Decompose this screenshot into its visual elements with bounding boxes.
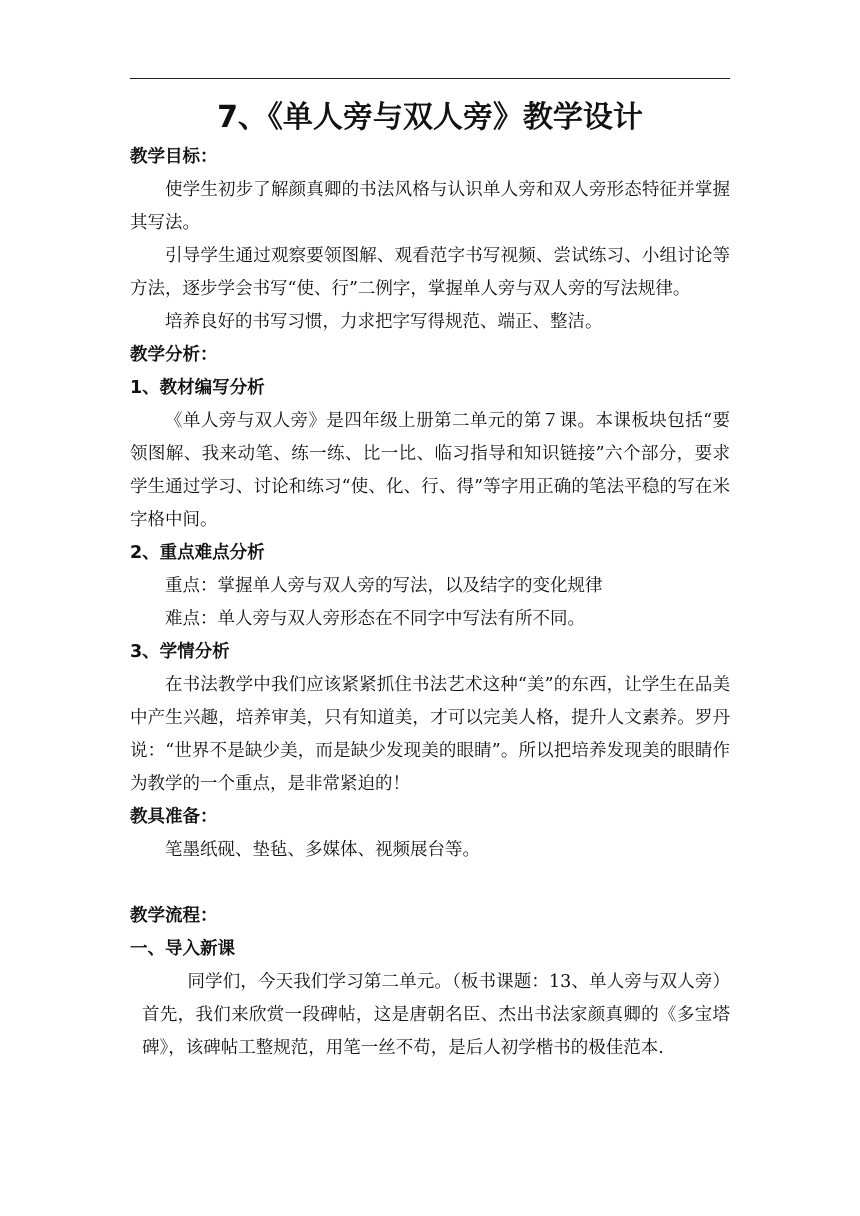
- key-point-text: 重点：掌握单人旁与双人旁的写法，以及结字的变化规律: [165, 576, 603, 596]
- subsection-heading: 2、重点难点分析: [130, 543, 265, 563]
- textbook-analysis-paragraph: 《单人旁与双人旁》是四年级上册第二单元的第７课。本课板块包括“要领图解、我来动笔、练一练、比一比、临习指导和知识链接”六个部分，要求学生通过学习、讨论和练习“使、化、行、得”等字用正确的笔法平稳的写在米字格中间。: [130, 411, 730, 530]
- goals-heading: 教学目标：: [130, 147, 218, 167]
- goal-paragraph: 使学生初步了解颜真卿的书法风格与认识单人旁和双人旁形态特征并掌握其写法。: [130, 180, 730, 233]
- document-title: 7、《单人旁与双人旁》教学设计: [217, 100, 643, 135]
- header-rule: [130, 78, 730, 79]
- goal-paragraph: 培养良好的书写习惯，力求把字写得规范、端正、整洁。: [165, 312, 603, 332]
- difficulty-text: 难点：单人旁与双人旁形态在不同字中写法有所不同。: [165, 609, 585, 629]
- step-heading: 一、导入新课: [130, 939, 235, 959]
- step-paragraph: 同学们，今天我们学习第二单元。（板书课题：13、单人旁与双人旁）首先，我们来欣赏一段碑帖，这是唐朝名臣、杰出书法家颜真卿的《多宝塔碑》，该碑帖工整规范，用笔一丝不苟，是后人初学楷书的极佳范本.: [142, 972, 730, 1058]
- blank-line: [130, 867, 730, 900]
- goal-paragraph: 引导学生通过观察要领图解、观看范字书写视频、尝试练习、小组讨论等方法，逐步学会书写“使、行”二例字，掌握单人旁与双人旁的写法规律。: [130, 246, 730, 299]
- subsection-heading: 1、教材编写分析: [130, 378, 265, 398]
- learner-analysis-paragraph: 在书法教学中我们应该紧紧抓住书法艺术这种“美”的东西，让学生在品美中产生兴趣，培养审美，只有知道美，才可以完美人格，提升人文素养。罗丹说：“世界不是缺少美，而是缺少发现美的眼睛”。所以把培养发现美的眼睛作为教学的一个重点，是非常紧迫的！: [130, 675, 730, 794]
- tools-paragraph: 笔墨纸砚、垫毡、多媒体、视频展台等。: [165, 840, 480, 860]
- tools-heading: 教具准备：: [130, 807, 218, 827]
- document-body: [130, 96, 730, 1065]
- analysis-heading: 教学分析：: [130, 345, 218, 365]
- subsection-heading: 3、学情分析: [130, 642, 230, 662]
- process-heading: 教学流程：: [130, 906, 218, 926]
